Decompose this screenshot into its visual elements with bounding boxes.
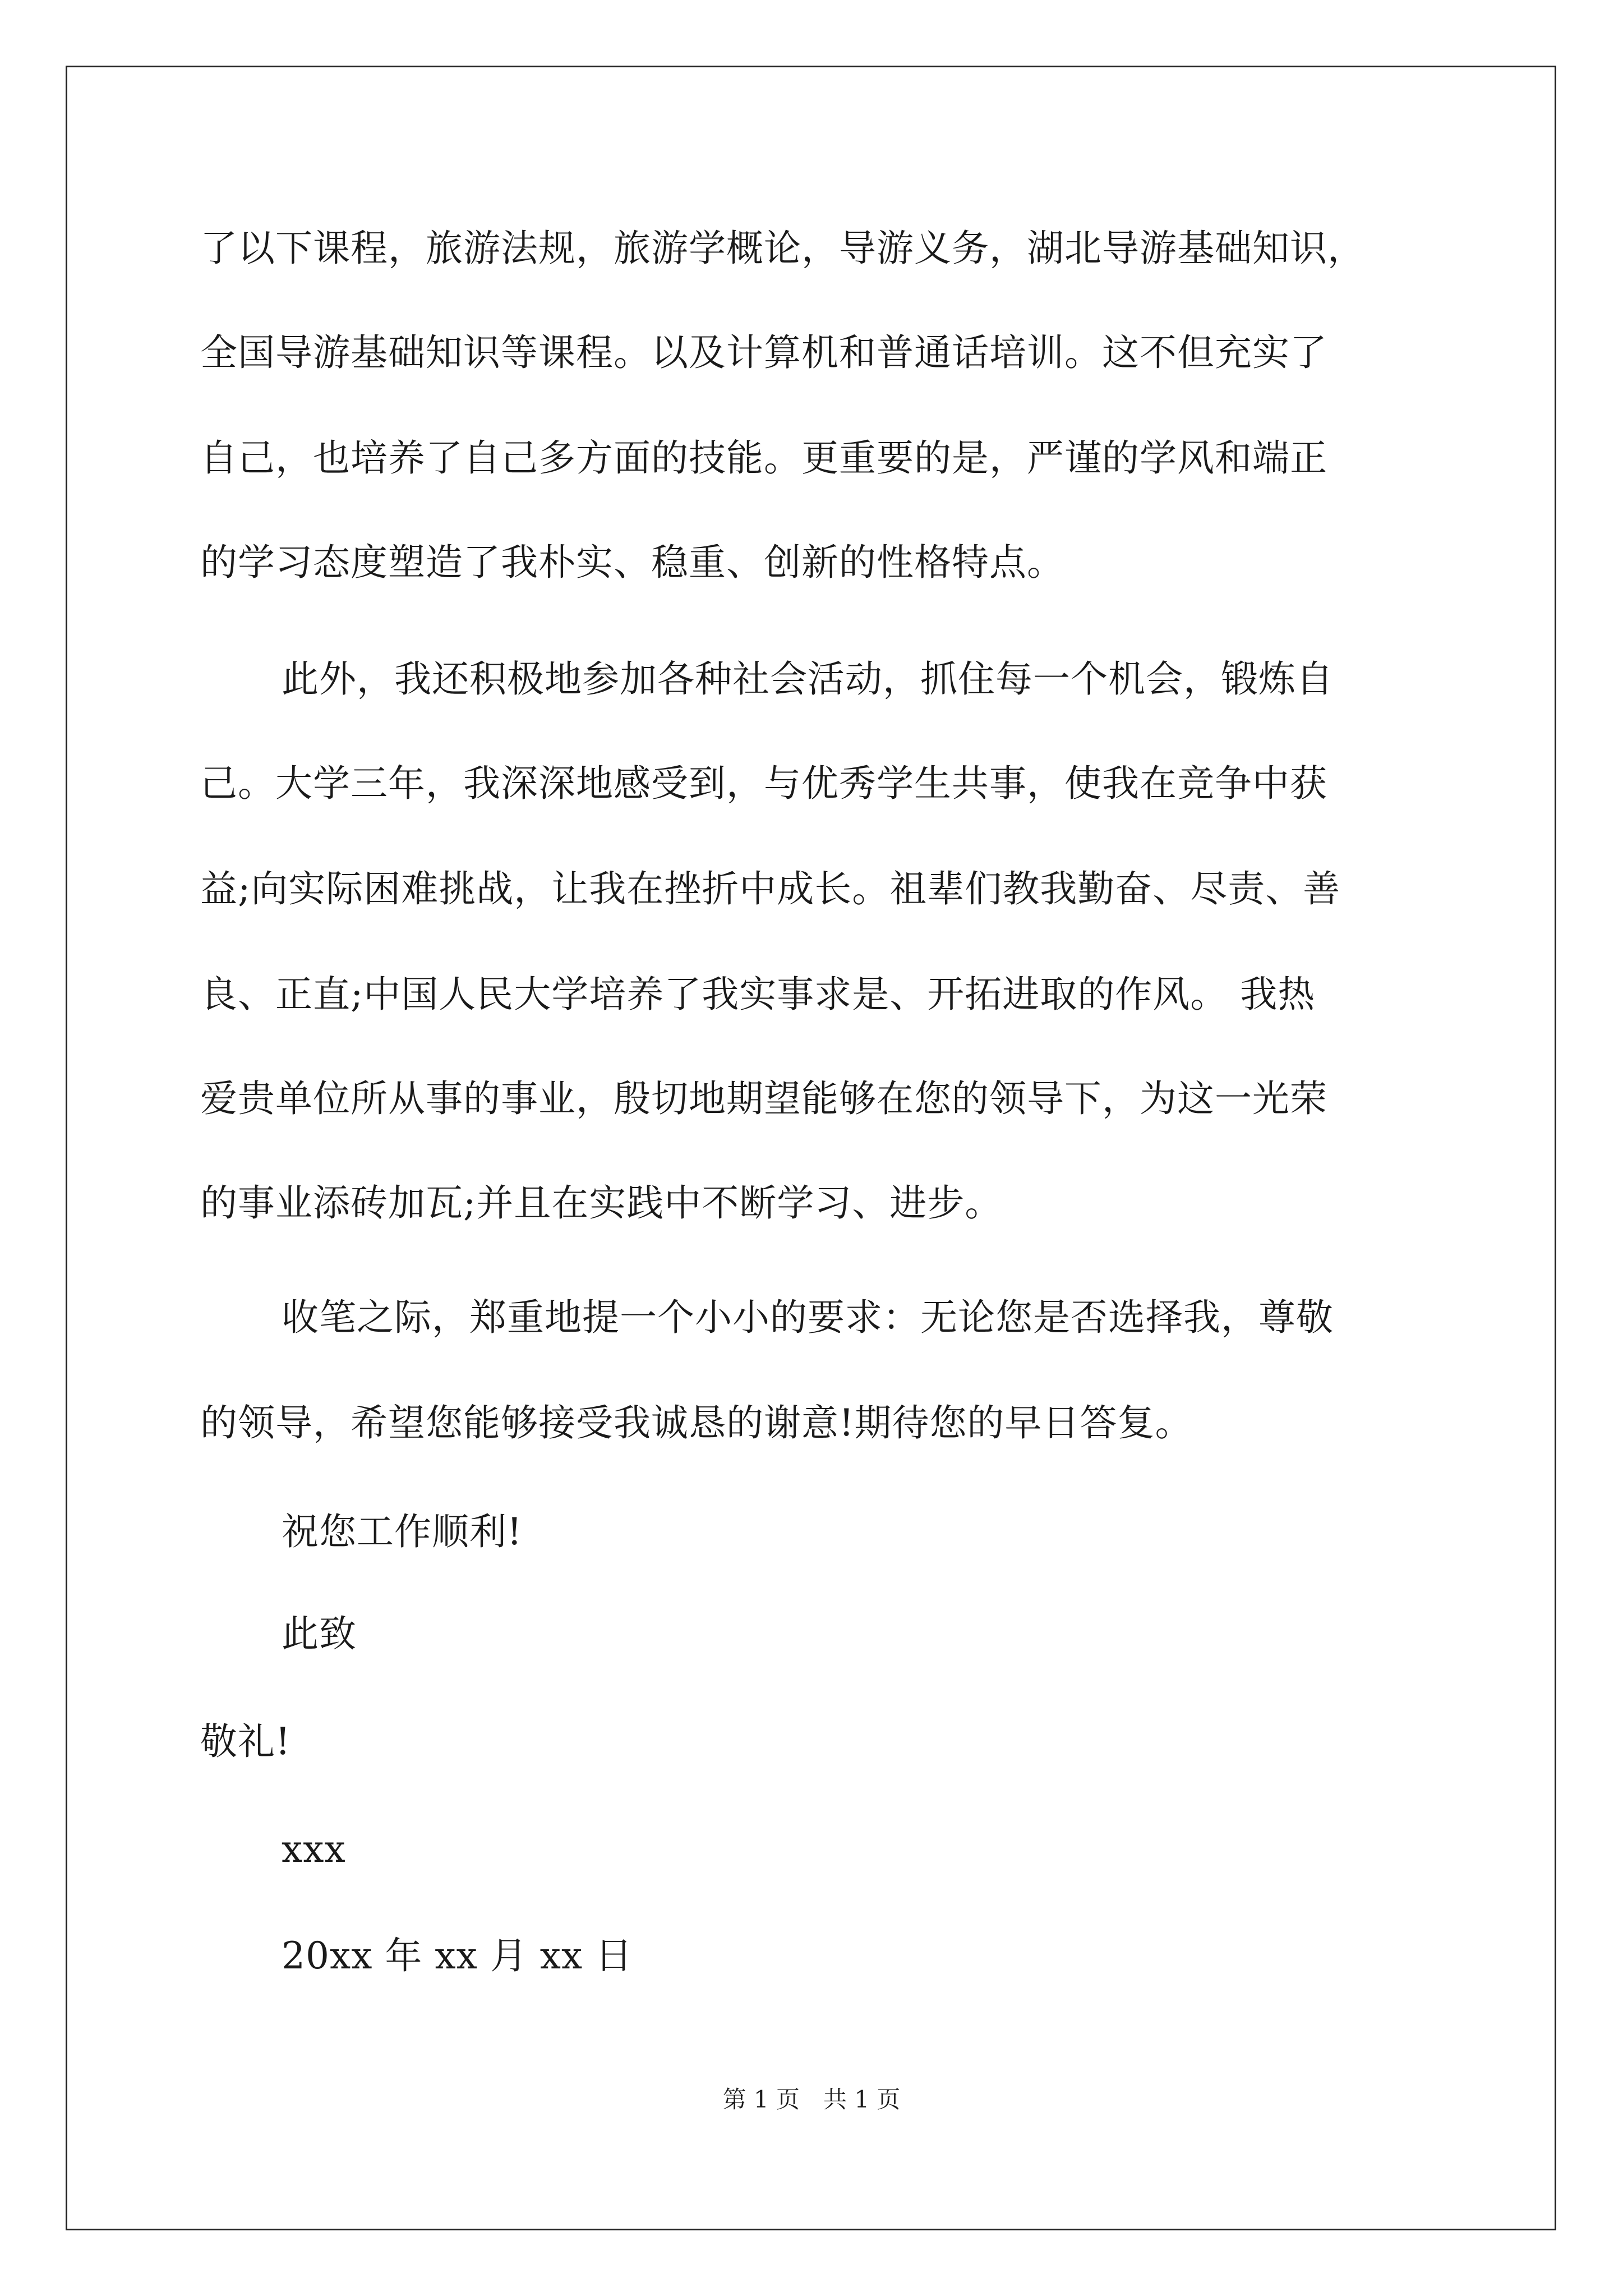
paragraph-start-line: 此外，我还积极地参加各种社会活动，抓住每一个机会，锻炼自 xyxy=(282,657,1334,701)
text-line: 的学习态度塑造了我朴实、稳重、创新的性格特点。 xyxy=(200,541,1064,584)
closing-regards: 敬礼! xyxy=(200,1720,291,1763)
closing-wish: 祝您工作顺利! xyxy=(282,1510,523,1553)
paragraph-start-line: 收笔之际，郑重地提一个小小的要求：无论您是否选择我，尊敬 xyxy=(282,1296,1334,1339)
page-number-footer: 第 1 页 共 1 页 xyxy=(722,2086,901,2113)
text-line: 全国导游基础知识等课程。以及计算机和普通话培训。这不但充实了 xyxy=(200,331,1327,374)
text-line: 自己，也培养了自己多方面的技能。更重要的是，严谨的学风和端正 xyxy=(200,436,1327,480)
text-line: 的事业添砖加瓦;并且在实践中不断学习、进步。 xyxy=(200,1181,1003,1225)
text-line: 益;向实际困难挑战，让我在挫折中成长。祖辈们教我勤奋、尽责、善 xyxy=(200,867,1341,910)
text-line: 的领导，希望您能够接受我诚恳的谢意!期待您的早日答复。 xyxy=(200,1401,1193,1444)
page-border xyxy=(66,66,1556,2230)
text-line: 己。大学三年，我深深地感受到，与优秀学生共事，使我在竞争中获 xyxy=(200,762,1327,805)
text-line: 爱贵单位所从事的事业，殷切地期望能够在您的领导下，为这一光荣 xyxy=(200,1077,1327,1120)
text-line: 良、正直;中国人民大学培养了我实事求是、开拓进取的作风。 我热 xyxy=(200,973,1316,1016)
closing-salutation: 此致 xyxy=(282,1612,357,1655)
signature-date: 20xx 年 xx 月 xx 日 xyxy=(282,1934,633,1977)
text-line: 了以下课程，旅游法规，旅游学概论，导游义务，湖北导游基础知识， xyxy=(200,227,1365,270)
signature-name: xxx xyxy=(282,1828,346,1871)
